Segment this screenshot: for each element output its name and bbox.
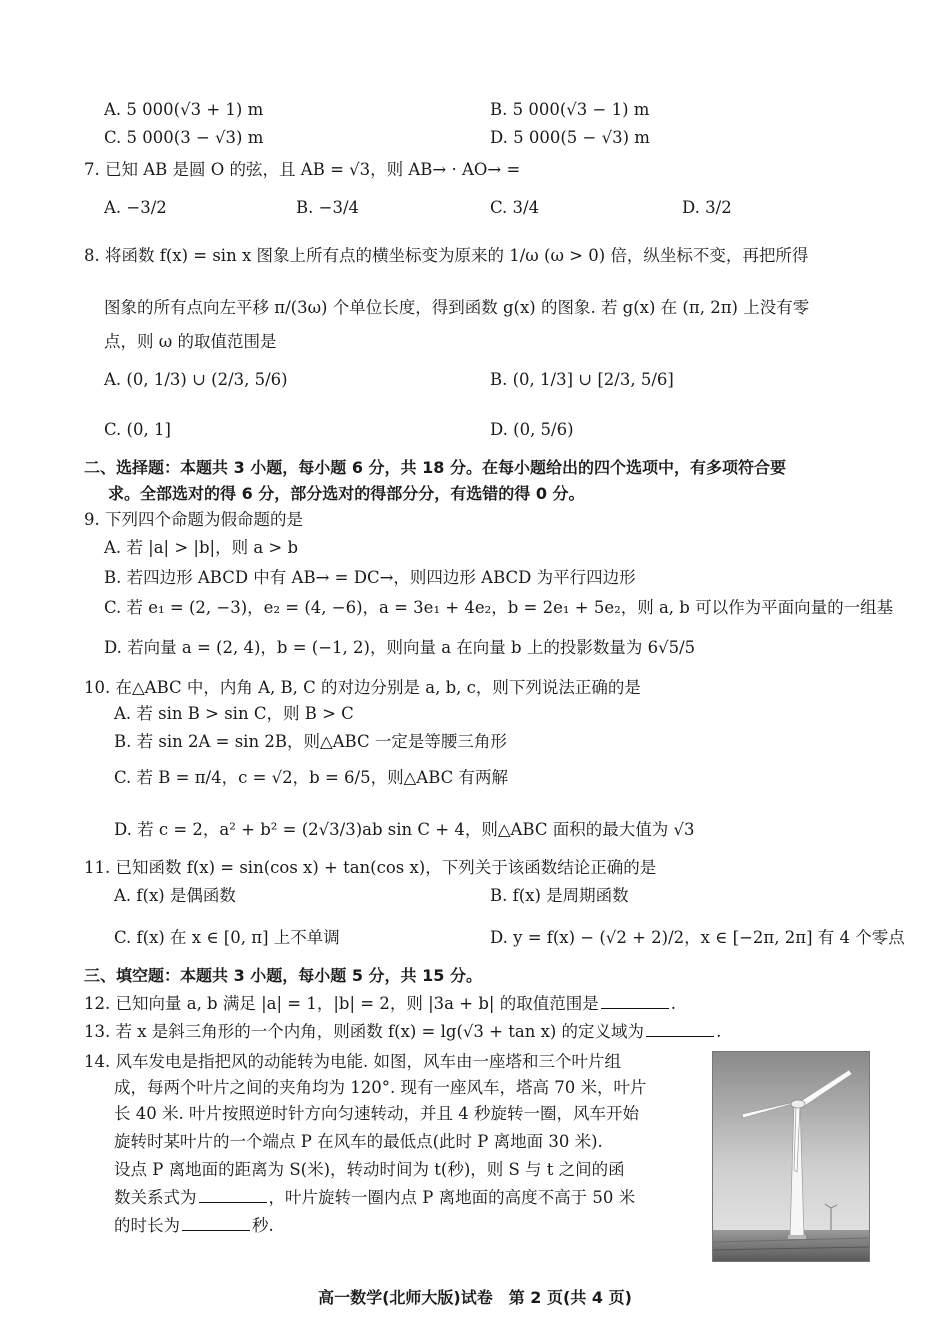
q14-line-5: 设点 P 离地面的距离为 S(米)，转动时间为 t(秒)，则 S 与 t 之间的函 xyxy=(114,1160,625,1179)
q14-answer-blank-2[interactable] xyxy=(182,1214,250,1231)
q14-line-4: 旋转时某叶片的一个端点 P 在风车的最低点(此时 P 离地面 30 米). xyxy=(114,1132,603,1151)
q9-option-a: A. 若 |a| > |b|，则 a > b xyxy=(104,538,299,557)
q8-option-d: D. (0, 5/6) xyxy=(490,420,574,439)
q14-line-6 xyxy=(114,1186,635,1210)
q14-line-1: 14. 风车发电是指把风的动能转为电能. 如图，风车由一座塔和三个叶片组 xyxy=(84,1052,621,1071)
q11-option-b: B. f(x) 是周期函数 xyxy=(490,886,629,905)
q7-option-b: B. −3/4 xyxy=(296,198,359,217)
q8-option-a: A. (0, 1/3) ∪ (2/3, 5/6) xyxy=(104,370,288,389)
q13-answer-blank[interactable] xyxy=(646,1020,714,1037)
q11-option-c: C. f(x) 在 x ∈ [0, π] 上不单调 xyxy=(114,928,340,947)
q10-option-d: D. 若 c = 2，a² + b² = (2√3/3)ab sin C + 4，则△ABC 面积的最大值为 √3 xyxy=(114,820,695,839)
q9-option-c: C. 若 e₁ = (2, −3)，e₂ = (4, −6)，a = 3e₁ + 4e₂，b = 2e₁ + 5e₂，则 a, b 可以作为平面向量的一组基 xyxy=(104,598,894,617)
q12-text: 12. 已知向量 a, b 满足 |a| = 1，|b| = 2，则 |3a + b| 的取值范围是 xyxy=(84,994,599,1013)
q13-end: . xyxy=(716,1022,722,1041)
q6-option-d: D. 5 000(5 − √3) m xyxy=(490,128,650,147)
q14-line-6-end: ，叶片旋转一圈内点 P 离地面的高度不高于 50 米 xyxy=(268,1188,636,1207)
q10-option-b: B. 若 sin 2A = sin 2B，则△ABC 一定是等腰三角形 xyxy=(114,732,507,751)
q14-answer-blank-1[interactable] xyxy=(199,1186,267,1203)
q6-option-c: C. 5 000(3 − √3) m xyxy=(104,128,264,147)
page-footer: 高一数学(北师大版)试卷 第 2 页(共 4 页) xyxy=(318,1288,632,1307)
q14-line-6-start: 数关系式为 xyxy=(114,1188,197,1207)
q10-stem: 10. 在△ABC 中，内角 A, B, C 的对边分别是 a, b, c，则下列说法正确的是 xyxy=(84,678,641,697)
q7-stem: 7. 已知 AB 是圆 O 的弦，且 AB = √3，则 AB→ · AO→ = xyxy=(84,160,521,179)
q14-line-7-start: 的时长为 xyxy=(114,1216,180,1235)
q11-option-d: D. y = f(x) − (√2 + 2)/2，x ∈ [−2π, 2π] 有 4 个零点 xyxy=(490,928,905,947)
q12 xyxy=(84,992,676,1016)
q8-option-c: C. (0, 1] xyxy=(104,420,171,439)
q9-option-b: B. 若四边形 ABCD 中有 AB→ = DC→，则四边形 ABCD 为平行四边形 xyxy=(104,568,636,587)
q14-line-7-end: 秒. xyxy=(252,1216,274,1235)
q10-option-c: C. 若 B = π/4，c = √2，b = 6/5，则△ABC 有两解 xyxy=(114,768,509,787)
q7-option-d: D. 3/2 xyxy=(682,198,732,217)
q13 xyxy=(84,1020,721,1044)
section-2-heading-line-1: 二、选择题：本题共 3 小题，每小题 6 分，共 18 分。在每小题给出的四个选项中，有多项符合要 xyxy=(84,458,786,477)
section-2-heading-line-2: 求。全部选对的得 6 分，部分选对的得部分分，有选错的得 0 分。 xyxy=(108,484,585,503)
q8-line-1: 8. 将函数 f(x) = sin x 图象上所有点的横坐标变为原来的 1/ω (ω > 0) 倍，纵坐标不变，再把所得 xyxy=(84,246,809,265)
section-3-heading: 三、填空题：本题共 3 小题，每小题 5 分，共 15 分。 xyxy=(84,966,482,985)
wind-turbine-illustration xyxy=(713,1052,869,1261)
q8-line-3: 点，则 ω 的取值范围是 xyxy=(104,332,277,351)
q7-option-a: A. −3/2 xyxy=(104,198,167,217)
q8-option-b: B. (0, 1/3] ∪ [2/3, 5/6] xyxy=(490,370,674,389)
q10-option-a: A. 若 sin B > sin C，则 B > C xyxy=(114,704,354,723)
q6-option-a: A. 5 000(√3 + 1) m xyxy=(104,100,264,119)
q6-option-b: B. 5 000(√3 − 1) m xyxy=(490,100,650,119)
q8-line-2: 图象的所有点向左平移 π/(3ω) 个单位长度，得到函数 g(x) 的图象. 若 g(x) 在 (π, 2π) 上没有零 xyxy=(104,298,810,317)
q9-stem: 9. 下列四个命题为假命题的是 xyxy=(84,510,303,529)
q12-end: . xyxy=(670,994,676,1013)
q7-option-c: C. 3/4 xyxy=(490,198,540,217)
q14-line-7 xyxy=(114,1214,274,1238)
q13-text: 13. 若 x 是斜三角形的一个内角，则函数 f(x) = lg(√3 + tan x) 的定义域为 xyxy=(84,1022,645,1041)
q14-line-3: 长 40 米. 叶片按照逆时针方向匀速转动，并且 4 秒旋转一圈，风车开始 xyxy=(114,1104,639,1123)
wind-turbine-photo xyxy=(712,1051,870,1262)
q9-option-d: D. 若向量 a = (2, 4)，b = (−1, 2)，则向量 a 在向量 b 上的投影数量为 6√5/5 xyxy=(104,638,696,657)
q11-option-a: A. f(x) 是偶函数 xyxy=(114,886,236,905)
q11-stem: 11. 已知函数 f(x) = sin(cos x) + tan(cos x)，下列关于该函数结论正确的是 xyxy=(84,858,657,877)
q12-answer-blank[interactable] xyxy=(601,992,669,1009)
q14-line-2: 成，每两个叶片之间的夹角均为 120°. 现有一座风车，塔高 70 米，叶片 xyxy=(114,1078,647,1097)
